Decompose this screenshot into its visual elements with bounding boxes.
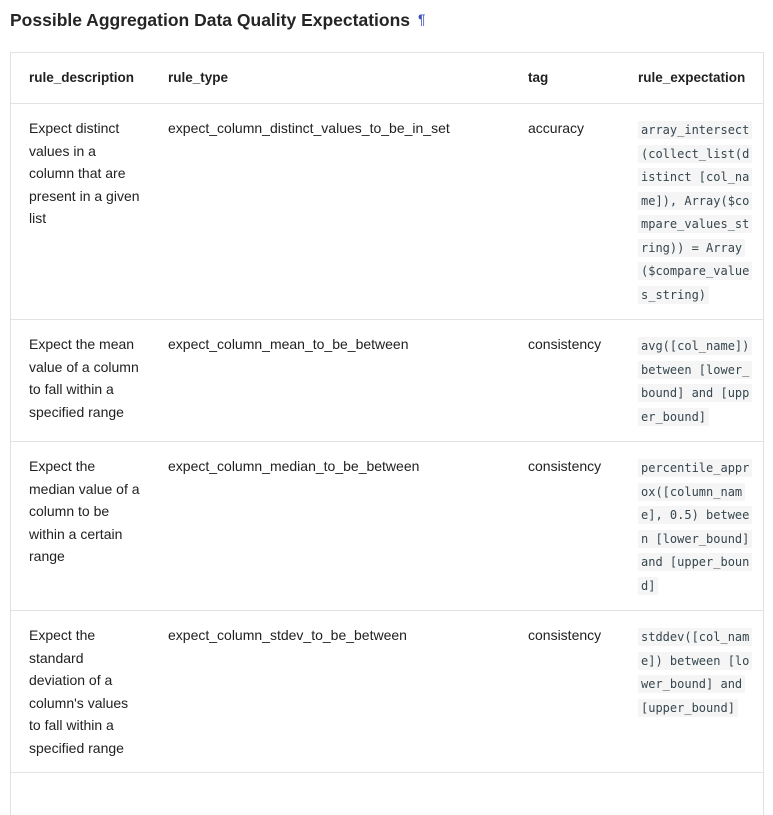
cell-rule-description: Expect the median value of a column to be within a certain range [11,442,151,611]
rule-expectation-code: avg([col_name]) between [lower_bound] and [upper_bound] [638,337,752,426]
header-rule-type: rule_type [151,53,511,104]
cell-rule-expectation [621,320,764,442]
table-body [11,104,764,773]
permalink-anchor-icon[interactable]: ¶ [418,11,426,27]
cell-tag: consistency [511,442,621,611]
expectations-table [11,53,764,773]
cell-rule-description: Expect the mean value of a column to fall within a specified range [11,320,151,442]
page-title [10,7,426,34]
header-rule-expectation: rule_expectation [621,53,764,104]
rule-expectation-code: stddev([col_name]) between [lower_bound] and [upper_bound] [638,628,752,717]
cell-rule-type: expect_column_mean_to_be_between [151,320,511,442]
cell-tag: accuracy [511,104,621,320]
expectations-table-container [10,52,764,815]
table-row [11,320,764,442]
page-title-text: Possible Aggregation Data Quality Expectations [10,10,410,30]
cell-tag: consistency [511,611,621,773]
cell-tag: consistency [511,320,621,442]
cell-rule-description: Expect the standard deviation of a column's values to fall within a specified range [11,611,151,773]
cell-rule-expectation [621,611,764,773]
header-tag: tag [511,53,621,104]
rule-expectation-code: array_intersect(collect_list(distinct [col_name]), Array($compare_values_string)) = Array($compare_values_string) [638,121,752,304]
table-header [11,53,764,104]
table-row [11,104,764,320]
cell-rule-expectation [621,104,764,320]
table-header-row [11,53,764,104]
cell-rule-expectation [621,442,764,611]
table-row [11,611,764,773]
cell-rule-type: expect_column_stdev_to_be_between [151,611,511,773]
cell-rule-type: expect_column_distinct_values_to_be_in_set [151,104,511,320]
rule-expectation-code: percentile_approx([column_name], 0.5) between [lower_bound] and [upper_bound] [638,459,752,595]
cell-rule-type: expect_column_median_to_be_between [151,442,511,611]
table-row [11,442,764,611]
header-rule-description: rule_description [11,53,151,104]
cell-rule-description: Expect distinct values in a column that are present in a given list [11,104,151,320]
